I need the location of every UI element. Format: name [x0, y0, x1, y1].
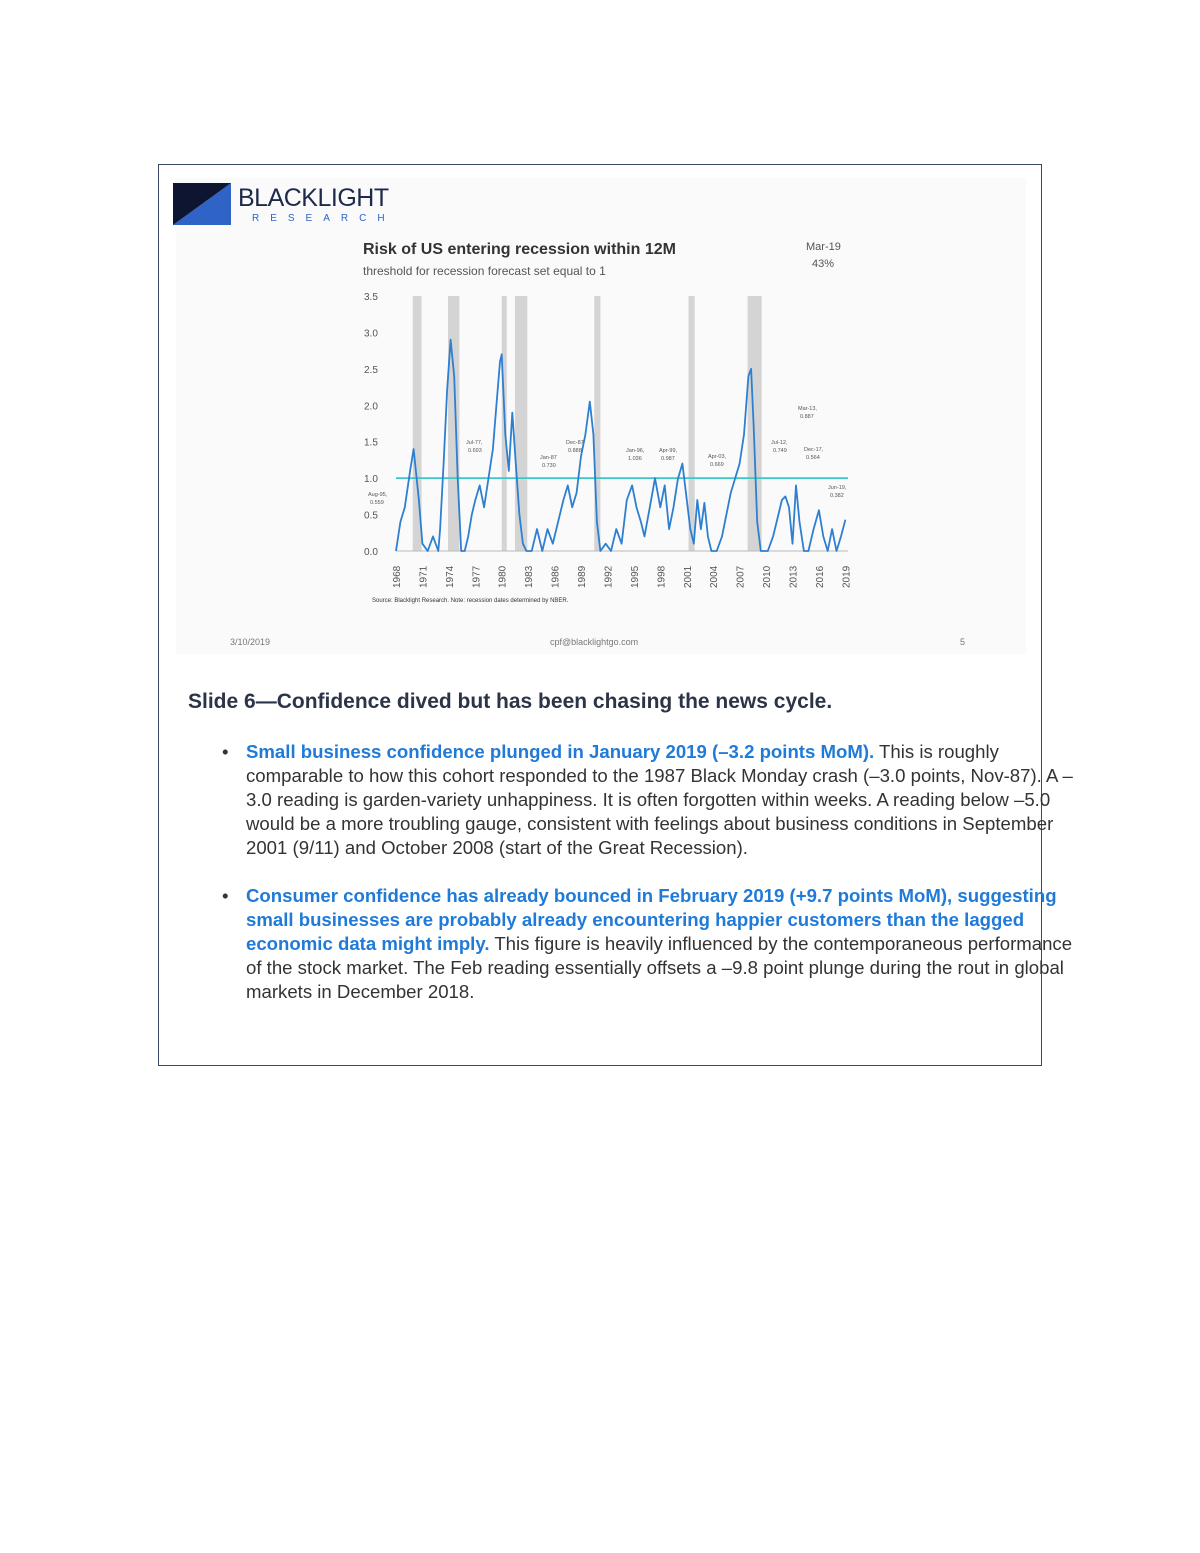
annotation-value: 0.669	[710, 462, 724, 468]
annotation-label: Jul-77,	[466, 440, 483, 446]
bullet-list	[188, 740, 1086, 1028]
y-tick-label: 1.5	[364, 437, 378, 449]
annotation-label: Jun-19,	[828, 485, 847, 491]
bullet-item	[246, 740, 1086, 860]
x-tick-label: 2007	[735, 565, 747, 588]
x-tick-label: 1998	[656, 565, 668, 588]
x-tick-label: 2001	[682, 565, 694, 588]
recession-band	[689, 296, 695, 551]
recession-band	[748, 296, 762, 551]
y-tick-label: 1.0	[364, 474, 378, 486]
chart-title: Risk of US entering recession within 12M	[363, 241, 676, 258]
annotation-value: 0.730	[542, 463, 556, 469]
x-tick-label: 1989	[577, 565, 589, 588]
x-tick-label: 2004	[709, 565, 721, 588]
chart-latest-date: Mar-19	[806, 241, 841, 253]
annotation-label: Dec-17,	[804, 447, 824, 453]
slide-date: 3/10/2019	[230, 637, 271, 647]
section-heading: Slide 6—Confidence dived but has been chasing the news cycle.	[188, 690, 833, 713]
x-tick-label: 2016	[814, 565, 826, 588]
x-tick-label: 2019	[841, 565, 853, 588]
annotation-value: 0.987	[661, 456, 675, 462]
recession-risk-chart	[0, 0, 1200, 700]
annotation-value: 1.036	[628, 456, 642, 462]
annotation-label: Jul-12,	[771, 440, 788, 446]
annotation-value: 0.887	[800, 414, 814, 420]
bullet-item	[246, 884, 1086, 1004]
logo-name: BLACKLIGHT	[238, 184, 389, 212]
y-tick-label: 3.0	[364, 328, 378, 340]
annotation-value: 0.564	[806, 455, 820, 461]
annotation-label: Dec-87	[566, 440, 584, 446]
x-tick-label: 1992	[603, 565, 615, 588]
y-tick-label: 3.5	[364, 292, 378, 303]
x-tick-label: 1971	[418, 565, 430, 588]
annotation-label: Apr-03,	[708, 454, 727, 460]
recession-band	[515, 296, 527, 551]
bullet-text: This is roughly comparable to how this cohort responded to the 1987 Black Monday crash (–3.0 points, Nov-87). A –3.0 reading is garden-variety unhappiness. It is often forgotten within weeks. A reading below –5.0 would be a more troubling gauge, consistent with feelings about business conditions in September 2001 (9/11) and October 2008 (start of the Great Recession).	[246, 741, 1073, 858]
annotation-value: 0.888	[568, 448, 582, 454]
annotation-label: Jan-96,	[626, 448, 645, 454]
y-tick-label: 2.0	[364, 401, 378, 413]
chart-latest-value: 43%	[812, 258, 835, 270]
annotation-label: Jan-87	[540, 455, 557, 461]
annotation-value: 0.693	[468, 448, 482, 454]
x-tick-label: 1980	[497, 565, 509, 588]
x-tick-label: 2010	[762, 565, 774, 588]
y-tick-label: 0.0	[364, 547, 378, 558]
chart-subtitle: threshold for recession forecast set equal to 1	[363, 264, 606, 278]
annotation-label: Mar-13,	[798, 406, 817, 412]
annotation-value: 0.749	[773, 448, 787, 454]
logo-tagline: RESEARCH	[252, 213, 396, 224]
x-tick-label: 1968	[392, 565, 403, 588]
x-tick-label: 1974	[444, 565, 456, 588]
bullet-highlight: Consumer confidence has already bounced in February 2019 (+9.7 points MoM), suggesting small businesses are probably already encountering happier customers than the lagged economic data might imply.	[246, 885, 1057, 954]
annotation-label: Aug-95,	[368, 492, 388, 498]
slide-email: cpf@blacklightgo.com	[550, 637, 639, 647]
bullet-highlight: Small business confidence plunged in January 2019 (–3.2 points MoM).	[246, 741, 875, 762]
bullet-text: This figure is heavily influenced by the contemporaneous performance of the stock market. The Feb reading essentially offsets a –9.8 point plunge during the rout in global markets in December 2018.	[246, 933, 1073, 1002]
y-tick-label: 2.5	[364, 364, 378, 376]
x-tick-label: 2013	[788, 565, 800, 588]
x-tick-label: 1977	[471, 565, 483, 588]
x-tick-label: 1983	[524, 565, 536, 588]
annotation-value: 0.382	[830, 493, 844, 499]
slide-page-number: 5	[960, 637, 966, 647]
recession-band	[448, 296, 459, 551]
chart-source-note: Source: Blacklight Research. Note: recession dates determined by NBER.	[372, 598, 569, 604]
y-tick-label: 0.5	[364, 510, 378, 522]
annotation-label: Apr-99,	[659, 448, 678, 454]
annotation-value: 0.559	[370, 500, 384, 506]
x-tick-label: 1986	[550, 565, 562, 588]
x-tick-label: 1995	[629, 565, 641, 588]
